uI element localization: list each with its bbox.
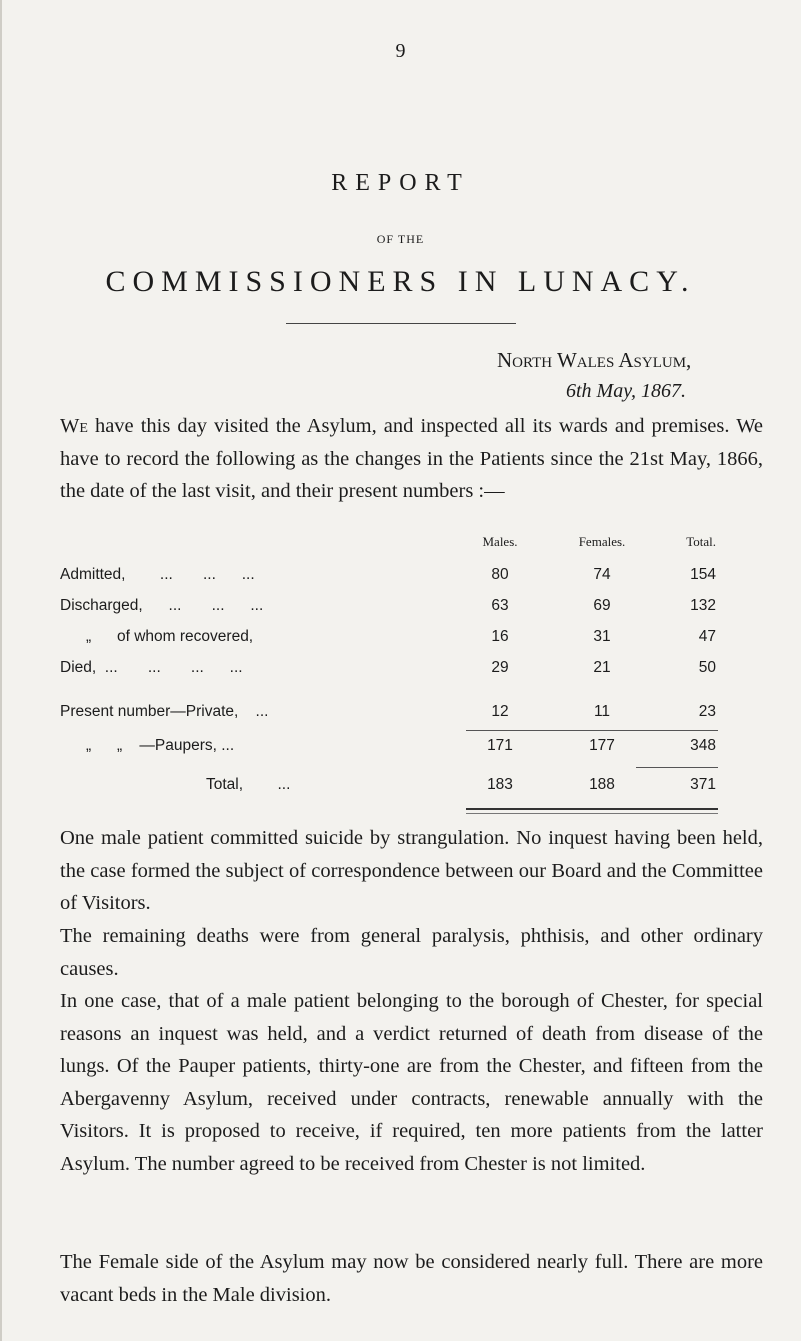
cell-total: 23 — [698, 703, 716, 720]
cell-total: 348 — [690, 737, 716, 754]
cell-males: 63 — [491, 597, 509, 614]
table-end-rule — [466, 808, 718, 814]
row-label: Total, ... — [206, 776, 291, 793]
header-total: Total. — [686, 534, 716, 549]
paragraph-female-side: The Female side of the Asylum may now be considered nearly full. There are more vacant beds in the Male division. — [60, 1251, 763, 1306]
paragraph-suicide: One male patient committed suicide by strangulation. No inquest having been held, the case formed the subject of correspondence between our Board and the Committee of Visitors. — [60, 827, 763, 914]
table-row — [0, 597, 801, 625]
cell-females: 188 — [589, 776, 615, 793]
row-label: „ of whom recovered, — [86, 628, 254, 645]
cell-total: 50 — [698, 659, 716, 676]
cell-females: 69 — [593, 597, 611, 614]
header-females: Females. — [578, 534, 626, 549]
total-rule — [636, 767, 718, 768]
cell-males: 183 — [487, 776, 513, 793]
title-report: REPORT — [331, 170, 470, 196]
cell-males: 12 — [491, 703, 509, 720]
cell-females: 21 — [593, 659, 611, 676]
table-row — [0, 659, 801, 687]
cell-females: 177 — [589, 737, 615, 754]
asylum-name: North Wales Asylum, — [497, 348, 692, 372]
cell-total: 154 — [690, 566, 716, 583]
cell-total: 371 — [690, 776, 716, 793]
intro-paragraph — [60, 410, 763, 508]
row-label: Admitted, ... ... ... — [60, 566, 255, 583]
title-commissioners: COMMISSIONERS IN LUNACY. — [105, 265, 696, 298]
cell-total: 47 — [698, 628, 716, 645]
cell-males: 171 — [487, 737, 513, 754]
header-males: Males. — [482, 534, 518, 549]
row-label: Present number—Private, ... — [60, 703, 269, 720]
row-label: Died, ... ... ... ... — [60, 659, 243, 676]
table-row — [0, 703, 801, 731]
paragraph-deaths: The remaining deaths were from general paralysis, phthisis, and other ordinary causes. — [60, 925, 763, 980]
table-row — [0, 566, 801, 594]
intro-lead-word: We — [60, 415, 88, 437]
title-divider — [286, 323, 516, 324]
cell-males: 29 — [491, 659, 509, 676]
cell-females: 31 — [593, 628, 611, 645]
paragraph-inquest: In one case, that of a male patient belonging to the borough of Chester, for special reasons an inquest was held, and a verdict returned of death from disease of the lungs. Of the Pauper patients, thirty-one are from the Chester, and fifteen from the Abergavenny Asylum, received under contracts, renewable annually with the Visitors. It is proposed to receive, if required, ten more patients from the latter Asylum. The number agreed to be received from Chester is not limited. — [60, 990, 763, 1175]
cell-total: 132 — [690, 597, 716, 614]
visit-date: 6th May, 1867. — [566, 380, 686, 402]
row-label: „ „ —Paupers, ... — [86, 737, 235, 754]
table-row — [0, 737, 801, 765]
page-number: 9 — [395, 40, 406, 62]
cell-males: 80 — [491, 566, 509, 583]
intro-text: have this day visited the Asylum, and inspected all its wards and premises. We have to record the following as the changes in the Patients since the 21st May, 1866, the date of the last visit, and their present numbers :— — [60, 415, 763, 502]
row-label: Discharged, ... ... ... — [60, 597, 264, 614]
cell-females: 74 — [593, 566, 611, 583]
title-of-the: OF THE — [376, 232, 425, 246]
table-row — [0, 628, 801, 656]
subtotal-rule — [466, 730, 718, 731]
cell-males: 16 — [491, 628, 509, 645]
table-row — [0, 776, 801, 804]
cell-females: 11 — [593, 703, 611, 720]
